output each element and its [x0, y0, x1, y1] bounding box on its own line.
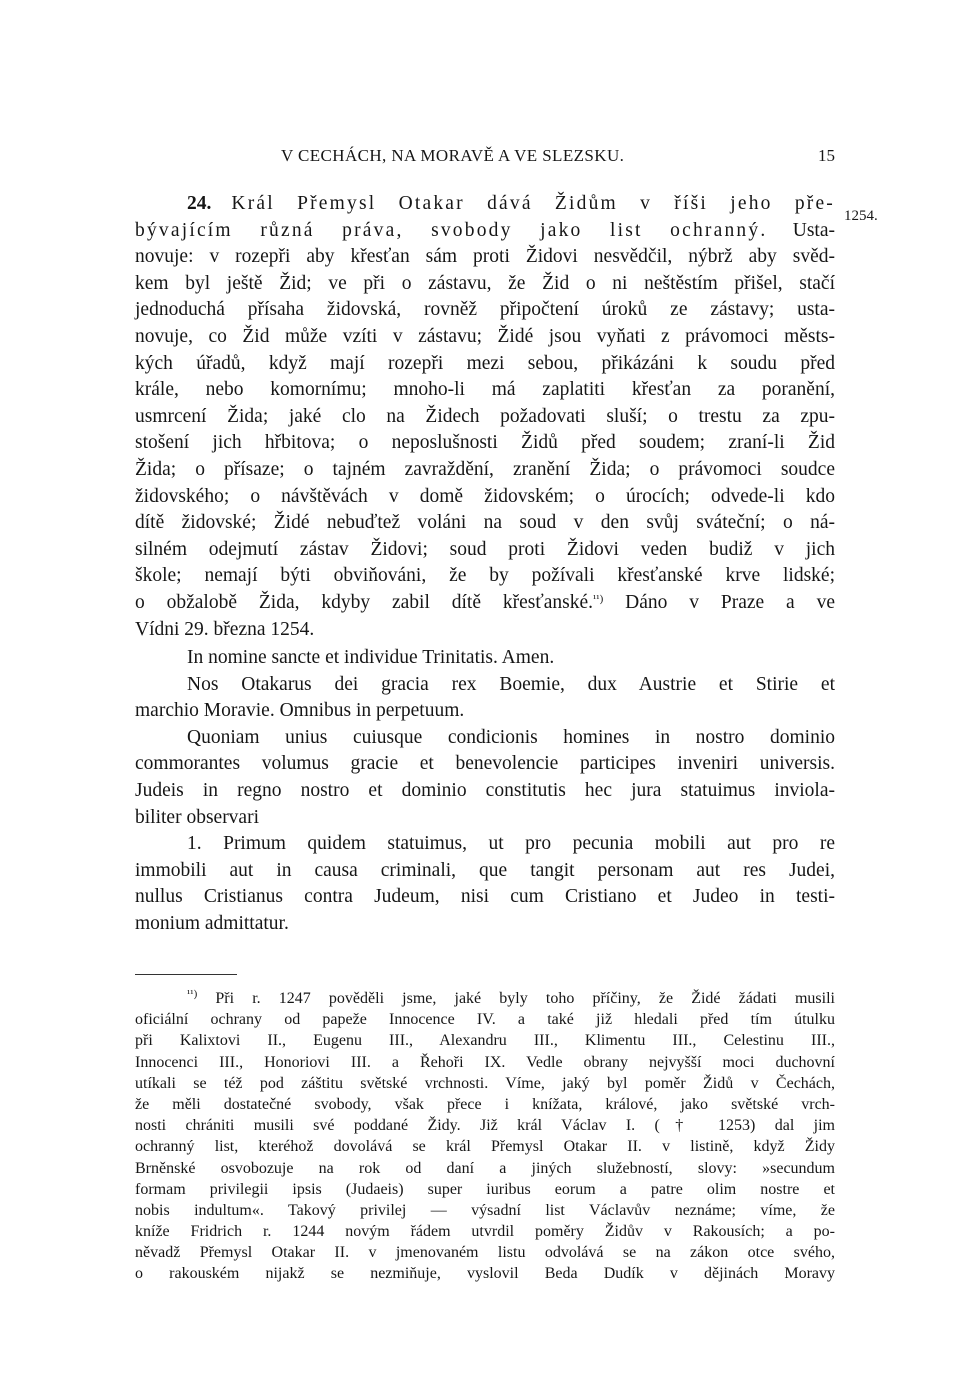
running-title: V CECHÁCH, NA MORAVĚ A VE SLEZSKU.: [281, 146, 625, 165]
main-text: [135, 191, 835, 938]
entry-line: krále, nebo komornímu; mnoho-li má zaplatiti křesťan za poranění,: [135, 379, 835, 401]
entry-text: o obžalobě Žida, kdyby zabil dítě křesťanské.: [135, 591, 593, 613]
footnote-line: nosti chrániti musili své poddané Židy. Již král Václav I. († 1253) dal jim: [135, 1117, 835, 1135]
entry-line: [135, 590, 835, 617]
entry-line: židovského; o návštěvách v domě židovském; o úrocích; odvede-li kdo: [135, 485, 835, 507]
entry-line: usmrcení Žida; jaké clo na Židech požadovati sluší; o trestu za zpu-: [135, 405, 835, 427]
entry-line: kých úřadů, když mají rozepři mezi sebou, přikázáni k soudu před: [135, 352, 835, 374]
entry-line: Vídni 29. března 1254.: [135, 618, 315, 640]
footnote-line: že měli dostatečné svobody, však přece i knížata, králové, jako světské vrch-: [135, 1095, 835, 1113]
footnote-line: [135, 988, 835, 1009]
footnote-line: ochranný list, kteréhož dovolává se král Přemysl Otakar II. v listině, když Židy: [135, 1138, 835, 1156]
entry-line: novuje: v rozepři aby křesťan sám proti Židovi nesvědčil, nýbrž aby svěd-: [135, 246, 835, 268]
footnote-line: oficiální ochrany od papeže Innocence IV. a také již hledali před tím útulku: [135, 1011, 835, 1029]
latin-intitulatio: marchio Moravie. Omnibus in perpetuum.: [135, 700, 465, 722]
latin-article-line: monium admittatur.: [135, 913, 289, 935]
latin-article-line: immobili aut in causa criminali, que tangit personam aut res Judei,: [135, 859, 835, 881]
footnote-text: Při r. 1247 pověděli jsme, jaké byly toho příčiny, že Židé žádati musili: [215, 990, 835, 1007]
running-head: [135, 146, 835, 176]
footnote: [135, 988, 835, 1285]
entry-line: jednoduchá přísaha židovská, rovněž připočtení úroků ze zástavy; usta-: [135, 299, 835, 321]
entry-number: 24.: [187, 193, 212, 214]
footnote-reference: ¹¹): [592, 592, 604, 605]
latin-article-line: nullus Cristianus contra Judeum, nisi cum Cristiano et Judeo in testi-: [135, 886, 835, 908]
footnote-line: nobis indultum«. Takový privilej — výsadní list Václavův neznáme; víme, že: [135, 1201, 835, 1219]
footnote-line: Innocenci III., Honoriovi III. a Řehoři IX. Vedle obrany nejvyšší moci duchovní: [135, 1053, 835, 1071]
entry-line: kem byl ještě Žid; ve při o zástavu, že Žid o ni neštěstím přišel, stačí: [135, 272, 835, 294]
entry-line: stošení jich hřbitova; o neposlušnosti Židů před soudem; zraní-li Žid: [135, 432, 835, 454]
footnote-line: něvadž Přemysl Otakar II. v jmenovaném listu odvolává se na zákon otce svého,: [135, 1244, 835, 1262]
latin-article-line: 1. Primum quidem statuimus, ut pro pecunia mobili aut pro re: [187, 833, 835, 855]
latin-intitulatio: Nos Otakarus dei gracia rex Boemie, dux Austrie et Stirie et: [187, 673, 835, 695]
margin-year-note: 1254.: [844, 208, 878, 224]
entry-line: novuje, co Žid může vzíti v zástavu; Židé jsou vyňati z právomoci městs-: [135, 325, 835, 347]
footnote-line: o rakouském nijakž se nezmiňuje, vyslovil Beda Dudík v dějinách Moravy: [135, 1265, 835, 1283]
entry-title-part: Král Přemysl Otakar dává Židům v říši jeho pře-: [231, 193, 836, 214]
footnote-separator: [135, 974, 237, 975]
latin-invocation: In nomine sancte et individue Trinitatis. Amen.: [187, 647, 555, 669]
page-number: 15: [818, 146, 835, 165]
entry-line: Žida; o přísaze; o tajném zavraždění, zranění Žida; o právomoci soudce: [135, 458, 835, 480]
latin-arenga-line: biliter observari: [135, 806, 259, 828]
entry-line: škole; nemají býti obviňováni, že by požívali křesťanské krve lidské;: [135, 565, 835, 587]
latin-arenga-line: Quoniam unius cuiusque condicionis homines in nostro dominio: [187, 726, 835, 748]
footnote-line: kníže Fridrich r. 1244 novým řádem utvrdil poměry Židův v Rakousích; a po-: [135, 1223, 835, 1241]
entry-title-line: [135, 191, 835, 218]
footnote-line: formam privilegii ipsis (Judaeis) super iuribus eorum a patre olim nostre et: [135, 1180, 835, 1198]
entry-line: silném odejmutí zástav Židovi; soud proti Židovi veden budiž v jich: [135, 538, 835, 560]
entry-text: Usta-: [792, 219, 835, 241]
entry-text: Dáno v Praze a ve: [625, 591, 835, 613]
latin-arenga-line: Judeis in regno nostro et dominio constitutis hec jura statuimus inviola-: [135, 780, 835, 802]
footnote-line: Brněnské osvobozuje na rok od daní a jiných služebností, slovy: »secundum: [135, 1159, 835, 1177]
footnote-marker: ¹¹): [187, 988, 198, 1000]
footnote-line: při Kalixtovi II., Eugenu III., Alexandru III., Klimentu III., Celestinu III.,: [135, 1032, 835, 1050]
footnote-line: utíkali se též pod záštitu světské vrchnosti. Víme, jaký byl poměr Židů v Čechách,: [135, 1074, 835, 1092]
latin-arenga-line: commorantes volumus gracie et benevolencie participes inveniri universis.: [135, 753, 835, 775]
entry-line: dítě židovské; Židé nebuďtež voláni na soud v den svůj sváteční; o ná-: [135, 512, 835, 534]
entry-title-part: bývajícím různá práva, svobody jako list ochranný.: [135, 219, 768, 241]
entry-title-line: [135, 218, 835, 245]
